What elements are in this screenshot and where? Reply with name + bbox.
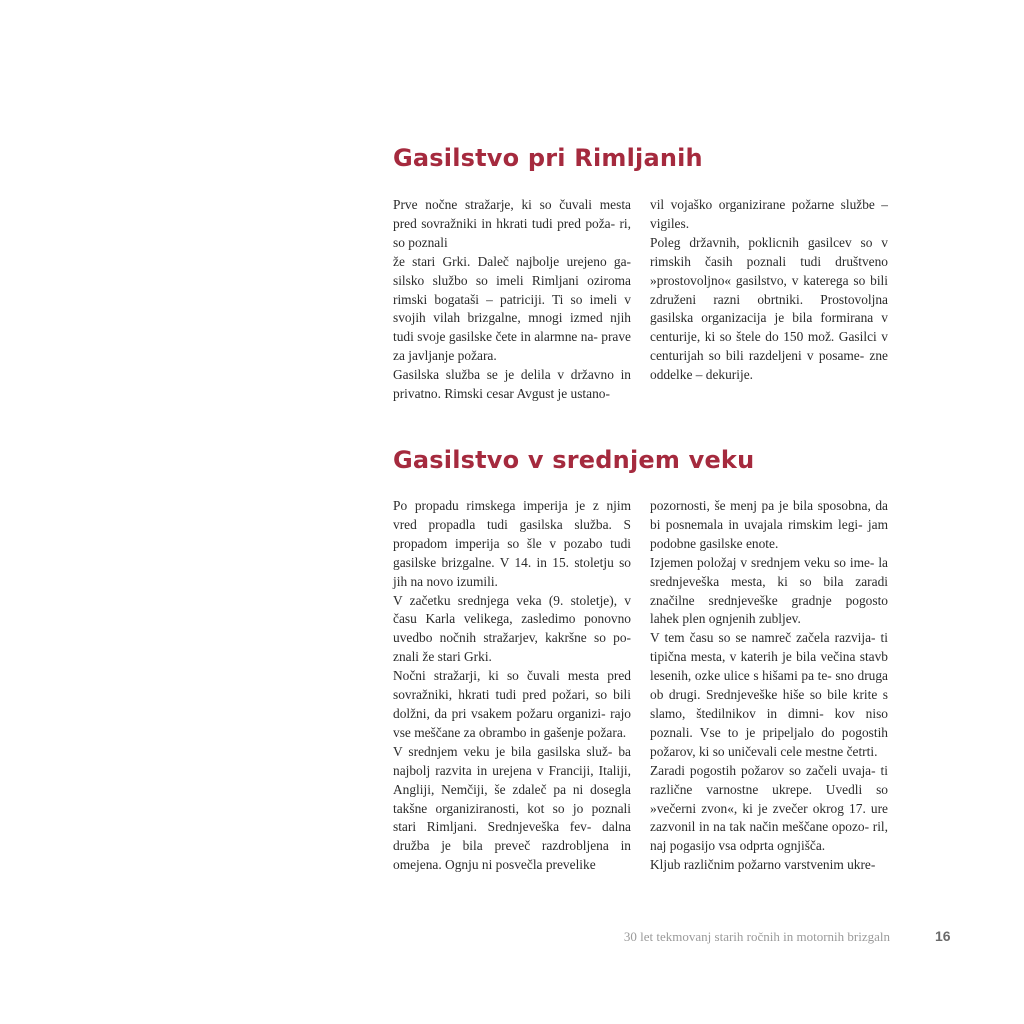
- paragraph: pozornosti, še menj pa je bila sposobna, da bi posnemala in uvajala rimskim legi- jam podobne gasilske enote.: [650, 498, 888, 551]
- paragraph: Izjemen položaj v srednjem veku so ime- la srednjeveška mesta, ki so bila zaradi značilne srednjeveške gradnje pogosto lahek plen ognjenih zubljev.: [650, 554, 888, 627]
- paragraph: Kljub različnim požarno varstvenim ukre-: [650, 857, 876, 873]
- paragraph: Poleg državnih, poklicnih gasilcev so v rimskih časih poznali tudi društveno »prostovoljno« gasilstvo, v katerega so bili združeni razni obrtniki. Prostovoljna gasilska organizacija je bila formirana v centurije, ki so štele do 150 mož. Gasilci v centurijah so bili razdeljeni v posame- zne oddelke – dekurije.: [650, 234, 888, 383]
- section-title-rimljani: Gasilstvo pri Rimljanih: [393, 144, 703, 172]
- section-rimljani-column-right: [650, 196, 888, 385]
- paragraph: Gasilska služba se je delila v državno in privatno. Rimski cesar Avgust je ustano-: [393, 367, 631, 402]
- paragraph: Zaradi pogostih požarov so začeli uvaja- ti različne varnostne ukrepe. Uvedli so »večerni zvon«, ki je zvečer okrog 17. ure zazvonil in na tak način meščane opozo- ril, naj pogasijo vsa odprta ognjišča.: [650, 762, 888, 854]
- paragraph: V srednjem veku je bila gasilska služ- ba najbolj razvita in urejena v Franciji, Italiji, Angliji, Nemčiji, še zdaleč pa ni dosegla takšne organiziranosti, kot so jo poznali stari Rimljani. Srednjeveška fev- dalna družba je bila preveč razdrobljena in omejena. Ognju ni posvečla prevelike: [393, 743, 631, 873]
- paragraph: Prve nočne stražarje, ki so čuvali mesta pred sovražniki in hkrati tudi pred poža- ri, so poznali: [393, 197, 631, 250]
- section-srednji-vek-column-right: [650, 497, 888, 875]
- page-footer-title: 30 let tekmovanj starih ročnih in motornih brizgaln: [623, 929, 890, 944]
- page-number: 16: [935, 928, 951, 944]
- section-title-srednji-vek: Gasilstvo v srednjem veku: [393, 446, 755, 474]
- paragraph: vil vojaško organizirane požarne službe – vigiles.: [650, 197, 888, 231]
- paragraph: Nočni stražarji, ki so čuvali mesta pred sovražniki, hkrati tudi pred požari, so bili dolžni, da pri vsakem požaru organizi- rajo vse meščane za obrambo in gašenje požara.: [393, 668, 631, 740]
- section-rimljani-column-left: [393, 196, 631, 404]
- paragraph: Po propadu rimskega imperija je z njim vred propadla tudi gasilska služba. S propadom imperija so šle v pozabo tudi gasilske brizgalne. V 14. in 15. stoletju so jih na novo izumili.: [393, 498, 631, 589]
- section-srednji-vek-column-left: [393, 497, 631, 875]
- paragraph: V tem času so se namreč začela razvija- ti tipična mesta, v katerih je bila večina stavb lesenih, ozke ulice s hišami pa te- sno druga ob drugi. Srednjeveške hiše so bile krite s slamo, štedilnikov in dimni- kov niso poznali. Vse to je pripeljalo do pogostih požarov, ki so uničevali cele mestne četrti.: [650, 630, 888, 759]
- paragraph: že stari Grki. Daleč najbolje urejeno ga- silsko službo so imeli Rimljani oziroma rimski bogataši – patriciji. Ti so imeli v svojih vilah brizgalne, mnogi izmed njih tudi svoje gasilske čete in alarmne na- prave za javljanje požara.: [393, 253, 631, 364]
- paragraph: V začetku srednjega veka (9. stoletje), v času Karla velikega, zasledimo ponovno uvedbo nočnih stražarjev, kakršne so po- znali že stari Grki.: [393, 592, 631, 665]
